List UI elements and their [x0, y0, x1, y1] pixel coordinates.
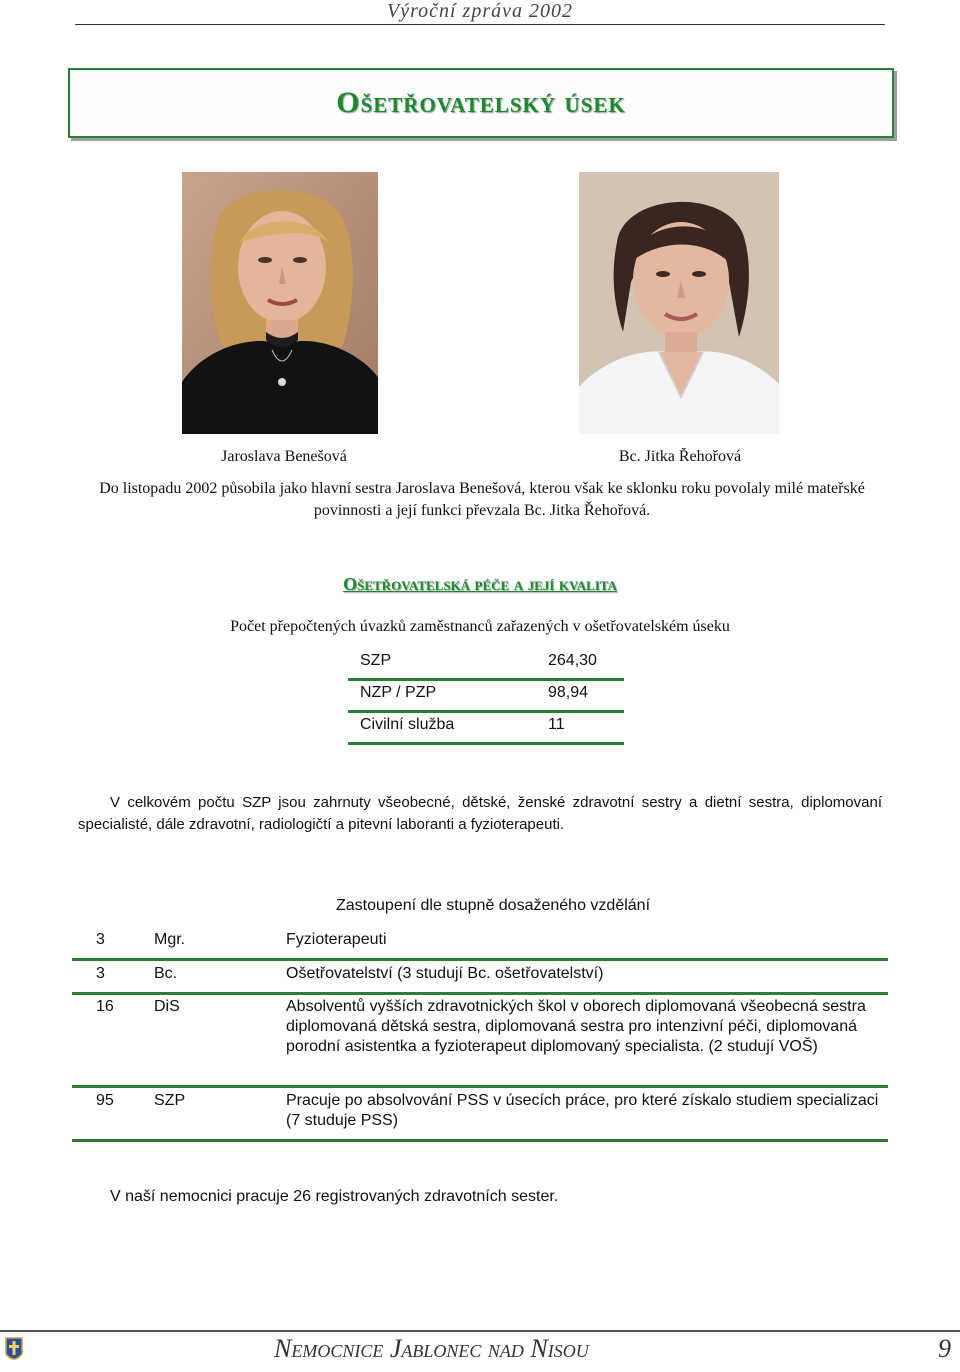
education-description: Fyzioterapeuti [286, 931, 387, 948]
education-degree: Mgr. [154, 931, 186, 948]
staff-row [348, 710, 624, 745]
section-title: Ošetřovatelský úsek [336, 86, 626, 119]
staff-label: SZP [360, 652, 392, 669]
page-number: 9 [938, 1334, 951, 1363]
footer-divider [0, 1330, 960, 1332]
portrait-photo-benesova [182, 172, 378, 434]
education-count: 16 [96, 998, 114, 1015]
staff-row [348, 678, 624, 713]
photo-caption-rehorova: Bc. Jitka Řehořová [618, 448, 742, 462]
photo-caption-benesova: Jaroslava Benešová [221, 448, 347, 462]
education-degree: DiS [154, 998, 180, 1015]
staff-value: 264,30 [548, 652, 597, 669]
footer-hospital-name: Nemocnice Jablonec nad Nisou [274, 1334, 589, 1363]
education-row [72, 930, 888, 961]
staff-note: V celkovém počtu SZP jsou zahrnuty všeobecné, dětské, ženské zdravotní sestry a dietní sestra, diplomovaní specialisté, dále zdravotní, radiologičtí a pitevní laboranti a fyzioterapeuti. [78, 794, 882, 833]
staff-label: NZP / PZP [360, 684, 437, 701]
education-row [72, 997, 888, 1088]
staff-label: Civilní služba [360, 716, 455, 733]
education-degree: Bc. [154, 965, 178, 982]
staff-value: 98,94 [548, 684, 589, 701]
portrait-photo-rehorova [579, 172, 779, 434]
education-description: Absolventů vyšších zdravotnických škol v oborech diplomovaná všeobecná sestra diplomovaná dětská sestra, diplomovaná sestra pro intenzivní péči, diplomovaná porodní asistentka a fyzioterapeut diplomovaný specialista. (2 studují VOŠ) [286, 998, 866, 1055]
staff-row [348, 646, 624, 681]
intro-paragraph: Do listopadu 2002 působila jako hlavní sestra Jaroslava Benešová, kterou však ke sklonku roku povolaly milé mateřské povinnosti a její funkci převzala Bc. Jitka Řehořová. [99, 480, 865, 519]
staff-value: 11 [548, 716, 565, 733]
section-title-box [68, 68, 894, 138]
staff-table-caption: Počet přepočtených úvazků zaměstnanců zařazených v ošetřovatelském úseku [230, 618, 730, 635]
education-description: Ošetřovatelství (3 studují Bc. ošetřovatelství) [286, 965, 604, 982]
education-table-caption: Zastoupení dle stupně dosaženého vzdělání [336, 897, 651, 914]
hospital-logo-icon [4, 1336, 24, 1366]
running-header: Výroční zpráva 2002 [75, 0, 885, 25]
education-row [72, 1091, 888, 1142]
education-description: Pracuje po absolvování PSS v úsecích práce, pro které získalo studiem specializaci (7 studuje PSS) [286, 1092, 879, 1129]
education-degree: SZP [154, 1092, 186, 1109]
education-count: 3 [96, 965, 105, 982]
summary-text: V naší nemocnici pracuje 26 registrovaných zdravotních sester. [110, 1188, 559, 1205]
education-count: 3 [96, 931, 105, 948]
education-row [72, 964, 888, 995]
subsection-title: Ošetřovatelská péče a její kvalita [343, 574, 617, 594]
education-count: 95 [96, 1092, 114, 1109]
